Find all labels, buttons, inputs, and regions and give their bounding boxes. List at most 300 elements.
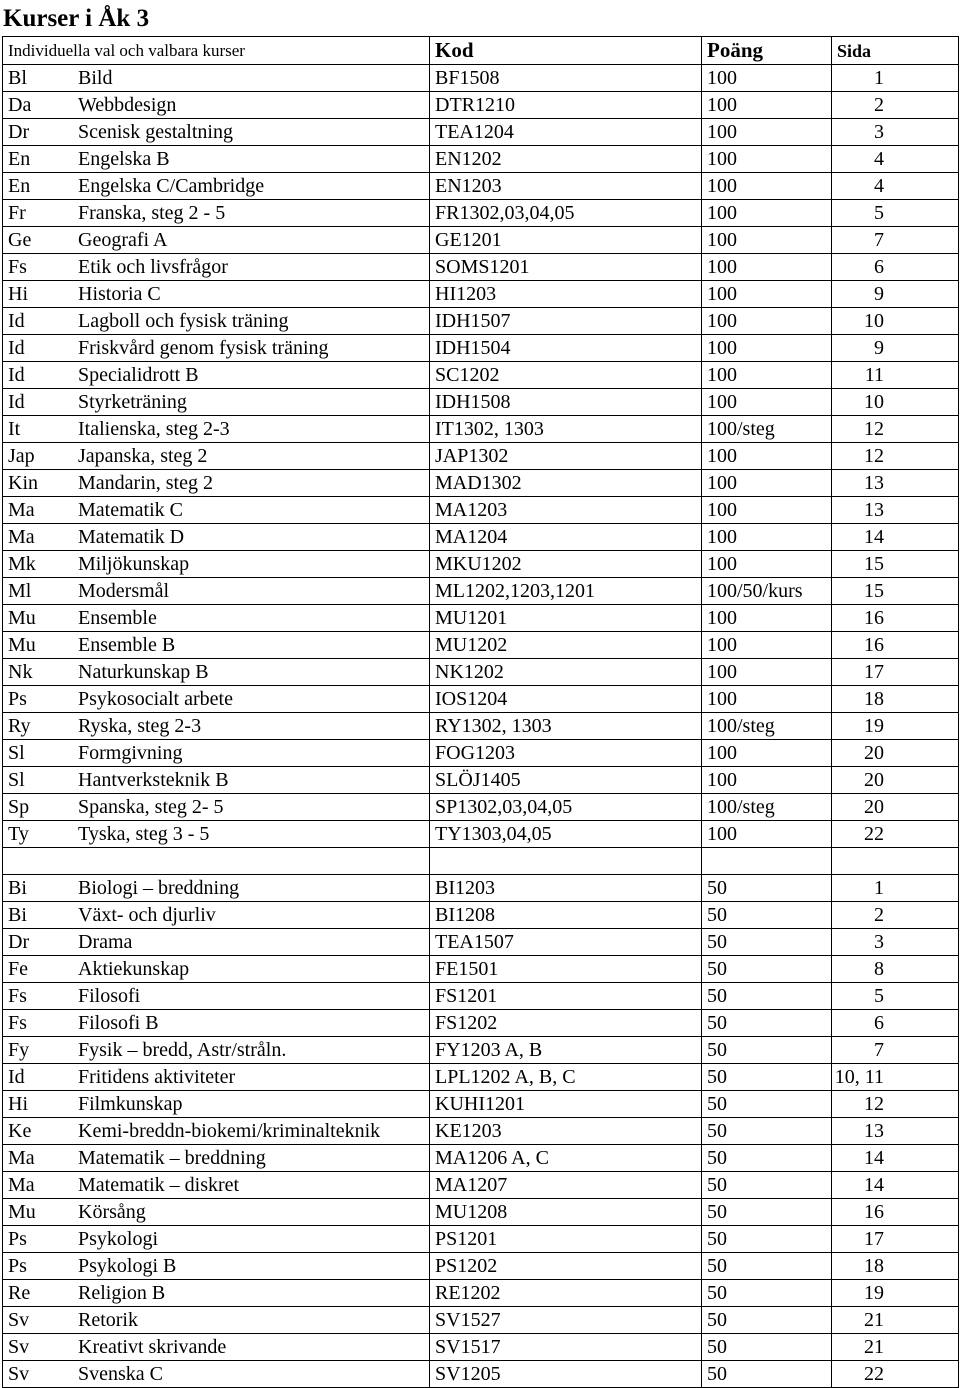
subject-abbr: Mu bbox=[8, 634, 36, 656]
course-name: Ensemble B bbox=[78, 634, 176, 656]
course-cell bbox=[3, 1010, 430, 1037]
course-name: Körsång bbox=[78, 1201, 146, 1223]
table-row bbox=[3, 956, 959, 983]
course-cell bbox=[3, 713, 430, 740]
course-name: Scenisk gestaltning bbox=[78, 121, 233, 143]
course-points: 100 bbox=[702, 767, 832, 794]
table-row bbox=[3, 1010, 959, 1037]
course-code: FOG1203 bbox=[430, 740, 702, 767]
course-name: Filmkunskap bbox=[78, 1093, 183, 1115]
subject-abbr: Sv bbox=[8, 1309, 30, 1331]
course-code: MU1208 bbox=[430, 1199, 702, 1226]
course-points: 50 bbox=[702, 929, 832, 956]
table-row bbox=[3, 1226, 959, 1253]
course-code: EN1202 bbox=[430, 146, 702, 173]
course-cell bbox=[3, 65, 430, 92]
course-page: 5 bbox=[832, 983, 959, 1010]
table-row bbox=[3, 578, 959, 605]
course-cell bbox=[3, 416, 430, 443]
course-cell bbox=[3, 956, 430, 983]
course-code: PS1201 bbox=[430, 1226, 702, 1253]
table-row bbox=[3, 686, 959, 713]
course-cell bbox=[3, 821, 430, 848]
course-cell bbox=[3, 767, 430, 794]
table-row bbox=[3, 497, 959, 524]
course-points: 100 bbox=[702, 443, 832, 470]
course-page: 14 bbox=[832, 1145, 959, 1172]
course-name: Kreativt skrivande bbox=[78, 1336, 227, 1358]
course-name: Spanska, steg 2- 5 bbox=[78, 796, 224, 818]
course-name: Matematik – breddning bbox=[78, 1147, 266, 1169]
course-page: 1 bbox=[832, 875, 959, 902]
course-code: IDH1508 bbox=[430, 389, 702, 416]
table-row bbox=[3, 389, 959, 416]
course-points: 100 bbox=[702, 146, 832, 173]
table-row bbox=[3, 173, 959, 200]
course-points: 50 bbox=[702, 1253, 832, 1280]
course-page: 2 bbox=[832, 902, 959, 929]
subject-abbr: Id bbox=[8, 337, 25, 359]
course-cell bbox=[3, 335, 430, 362]
subject-abbr: Da bbox=[8, 94, 32, 116]
course-name: Biologi – breddning bbox=[78, 877, 240, 899]
table-row bbox=[3, 281, 959, 308]
course-page: 20 bbox=[832, 794, 959, 821]
table-row bbox=[3, 254, 959, 281]
course-name: Hantverksteknik B bbox=[78, 769, 229, 791]
subject-abbr: Fe bbox=[8, 958, 28, 980]
course-cell bbox=[3, 875, 430, 902]
course-cell bbox=[3, 119, 430, 146]
course-name: Naturkunskap B bbox=[78, 661, 209, 683]
course-cell bbox=[3, 200, 430, 227]
course-points: 100 bbox=[702, 335, 832, 362]
course-page: 13 bbox=[832, 470, 959, 497]
course-code: RY1302, 1303 bbox=[430, 713, 702, 740]
table-row bbox=[3, 902, 959, 929]
course-code: MU1201 bbox=[430, 605, 702, 632]
course-points: 100 bbox=[702, 200, 832, 227]
course-points: 100 bbox=[702, 119, 832, 146]
table-row bbox=[3, 632, 959, 659]
subject-abbr: En bbox=[8, 175, 31, 197]
subject-abbr: Re bbox=[8, 1282, 31, 1304]
course-points: 50 bbox=[702, 956, 832, 983]
course-cell bbox=[3, 1361, 430, 1388]
table-row bbox=[3, 308, 959, 335]
course-points: 100/50/kurs bbox=[702, 578, 832, 605]
course-page: 14 bbox=[832, 524, 959, 551]
header-sida: Sida bbox=[832, 37, 959, 65]
course-page: 10 bbox=[832, 308, 959, 335]
course-points: 100 bbox=[702, 173, 832, 200]
course-points: 50 bbox=[702, 1280, 832, 1307]
course-name: Filosofi bbox=[78, 985, 141, 1007]
course-name: Engelska B bbox=[78, 148, 170, 170]
course-page: 7 bbox=[832, 227, 959, 254]
course-cell bbox=[3, 578, 430, 605]
course-cell bbox=[3, 740, 430, 767]
course-cell bbox=[3, 1199, 430, 1226]
course-code: TEA1204 bbox=[430, 119, 702, 146]
course-name: Psykosocialt arbete bbox=[78, 688, 233, 710]
course-points: 100 bbox=[702, 686, 832, 713]
subject-abbr: Bi bbox=[8, 904, 27, 926]
course-cell bbox=[3, 686, 430, 713]
course-cell bbox=[3, 254, 430, 281]
course-points: 50 bbox=[702, 1010, 832, 1037]
course-code: FS1202 bbox=[430, 1010, 702, 1037]
course-code: JAP1302 bbox=[430, 443, 702, 470]
course-code: FS1201 bbox=[430, 983, 702, 1010]
subject-abbr: Ma bbox=[8, 1147, 35, 1169]
course-page: 9 bbox=[832, 335, 959, 362]
table-row bbox=[3, 794, 959, 821]
course-code: FE1501 bbox=[430, 956, 702, 983]
subject-abbr: Ty bbox=[8, 823, 29, 845]
course-page: 16 bbox=[832, 632, 959, 659]
course-name: Geografi A bbox=[78, 229, 168, 251]
course-page: 4 bbox=[832, 146, 959, 173]
subject-abbr: Jap bbox=[8, 445, 35, 467]
subject-abbr: Ml bbox=[8, 580, 32, 602]
course-code: BF1508 bbox=[430, 65, 702, 92]
subject-abbr: Ke bbox=[8, 1120, 32, 1142]
course-points: 100 bbox=[702, 65, 832, 92]
course-page: 3 bbox=[832, 929, 959, 956]
course-cell bbox=[3, 794, 430, 821]
subject-abbr: Id bbox=[8, 310, 25, 332]
course-name: Modersmål bbox=[78, 580, 170, 602]
course-cell bbox=[3, 1091, 430, 1118]
subject-abbr: Fs bbox=[8, 985, 27, 1007]
course-page: 5 bbox=[832, 200, 959, 227]
course-code: BI1203 bbox=[430, 875, 702, 902]
course-points: 100 bbox=[702, 821, 832, 848]
subject-abbr: Sl bbox=[8, 769, 25, 791]
course-code: ML1202,1203,1201 bbox=[430, 578, 702, 605]
table-row bbox=[3, 1118, 959, 1145]
course-page: 1 bbox=[832, 65, 959, 92]
course-cell bbox=[3, 146, 430, 173]
page-title: Kurser i Åk 3 bbox=[3, 5, 150, 32]
course-points: 50 bbox=[702, 875, 832, 902]
course-name: Franska, steg 2 - 5 bbox=[78, 202, 226, 224]
course-points: 100 bbox=[702, 497, 832, 524]
course-name: Svenska C bbox=[78, 1363, 163, 1385]
course-name: Etik och livsfrågor bbox=[78, 256, 228, 278]
course-page: 17 bbox=[832, 1226, 959, 1253]
table-row bbox=[3, 983, 959, 1010]
course-code: SV1517 bbox=[430, 1334, 702, 1361]
course-page: 10 bbox=[832, 389, 959, 416]
subject-abbr: Fs bbox=[8, 1012, 27, 1034]
course-page: 21 bbox=[832, 1307, 959, 1334]
course-name: Bild bbox=[78, 67, 113, 89]
course-name: Religion B bbox=[78, 1282, 166, 1304]
subject-abbr: Mu bbox=[8, 607, 36, 629]
course-code: TEA1507 bbox=[430, 929, 702, 956]
course-cell bbox=[3, 1253, 430, 1280]
table-row bbox=[3, 470, 959, 497]
course-name: Matematik – diskret bbox=[78, 1174, 240, 1196]
table-row bbox=[3, 551, 959, 578]
table-row bbox=[3, 524, 959, 551]
course-cell bbox=[3, 1172, 430, 1199]
course-code: NK1202 bbox=[430, 659, 702, 686]
course-name: Lagboll och fysisk träning bbox=[78, 310, 289, 332]
course-points: 50 bbox=[702, 1145, 832, 1172]
subject-abbr: Dr bbox=[8, 121, 30, 143]
course-page: 20 bbox=[832, 740, 959, 767]
course-name: Matematik D bbox=[78, 526, 185, 548]
course-cell bbox=[3, 632, 430, 659]
table-header-row bbox=[3, 37, 959, 65]
subject-abbr: Nk bbox=[8, 661, 33, 683]
course-page: 13 bbox=[832, 1118, 959, 1145]
course-code: MAD1302 bbox=[430, 470, 702, 497]
course-code: SOMS1201 bbox=[430, 254, 702, 281]
table-row bbox=[3, 713, 959, 740]
table-row bbox=[3, 929, 959, 956]
separator-row bbox=[3, 848, 959, 875]
table-row bbox=[3, 1037, 959, 1064]
table-row bbox=[3, 1307, 959, 1334]
course-name: Tyska, steg 3 - 5 bbox=[78, 823, 210, 845]
course-page: 22 bbox=[832, 1361, 959, 1388]
subject-abbr: Id bbox=[8, 364, 25, 386]
course-page: 19 bbox=[832, 1280, 959, 1307]
course-cell bbox=[3, 389, 430, 416]
course-code: LPL1202 A, B, C bbox=[430, 1064, 702, 1091]
course-code: MA1207 bbox=[430, 1172, 702, 1199]
empty-cell bbox=[3, 848, 430, 875]
course-name: Psykologi B bbox=[78, 1255, 177, 1277]
course-page: 12 bbox=[832, 416, 959, 443]
course-points: 50 bbox=[702, 1199, 832, 1226]
header-poang: Poäng bbox=[702, 37, 832, 65]
table-row bbox=[3, 1199, 959, 1226]
course-name: Filosofi B bbox=[78, 1012, 159, 1034]
subject-abbr: Id bbox=[8, 391, 25, 413]
course-code: MU1202 bbox=[430, 632, 702, 659]
course-cell bbox=[3, 902, 430, 929]
course-code: IDH1504 bbox=[430, 335, 702, 362]
course-points: 100 bbox=[702, 659, 832, 686]
course-points: 100 bbox=[702, 740, 832, 767]
course-name: Retorik bbox=[78, 1309, 138, 1331]
course-code: SV1527 bbox=[430, 1307, 702, 1334]
course-name: Italienska, steg 2-3 bbox=[78, 418, 230, 440]
course-cell bbox=[3, 227, 430, 254]
table-row bbox=[3, 767, 959, 794]
table-row bbox=[3, 1334, 959, 1361]
course-code: BI1208 bbox=[430, 902, 702, 929]
course-code: GE1201 bbox=[430, 227, 702, 254]
course-cell bbox=[3, 1280, 430, 1307]
course-page: 18 bbox=[832, 686, 959, 713]
subject-abbr: Mu bbox=[8, 1201, 36, 1223]
subject-abbr: Ge bbox=[8, 229, 32, 251]
course-points: 50 bbox=[702, 1064, 832, 1091]
table-row bbox=[3, 65, 959, 92]
table-row bbox=[3, 119, 959, 146]
subject-abbr: It bbox=[8, 418, 21, 440]
table-row bbox=[3, 1280, 959, 1307]
course-points: 50 bbox=[702, 1334, 832, 1361]
course-page: 15 bbox=[832, 551, 959, 578]
table-row bbox=[3, 659, 959, 686]
course-points: 50 bbox=[702, 1037, 832, 1064]
course-page: 19 bbox=[832, 713, 959, 740]
subject-abbr: Ma bbox=[8, 1174, 35, 1196]
course-code: EN1203 bbox=[430, 173, 702, 200]
course-page: 2 bbox=[832, 92, 959, 119]
course-page: 8 bbox=[832, 956, 959, 983]
course-name: Matematik C bbox=[78, 499, 183, 521]
course-name: Webbdesign bbox=[78, 94, 177, 116]
table-row bbox=[3, 1091, 959, 1118]
header-kod: Kod bbox=[430, 37, 702, 65]
table-row bbox=[3, 1361, 959, 1388]
subject-abbr: Kin bbox=[8, 472, 38, 494]
course-points: 100 bbox=[702, 92, 832, 119]
course-name: Kemi-breddn-biokemi/kriminalteknik bbox=[78, 1120, 381, 1142]
table-row bbox=[3, 362, 959, 389]
course-page: 11 bbox=[832, 362, 959, 389]
table-row bbox=[3, 146, 959, 173]
course-name: Specialidrott B bbox=[78, 364, 199, 386]
course-points: 50 bbox=[702, 1091, 832, 1118]
course-cell bbox=[3, 281, 430, 308]
course-name: Växt- och djurliv bbox=[78, 904, 216, 926]
course-name: Fysik – bredd, Astr/stråln. bbox=[78, 1039, 287, 1061]
course-points: 50 bbox=[702, 1307, 832, 1334]
course-cell bbox=[3, 983, 430, 1010]
course-code: FR1302,03,04,05 bbox=[430, 200, 702, 227]
course-code: SP1302,03,04,05 bbox=[430, 794, 702, 821]
course-points: 100 bbox=[702, 632, 832, 659]
course-name: Ryska, steg 2-3 bbox=[78, 715, 202, 737]
course-code: MA1203 bbox=[430, 497, 702, 524]
course-name: Historia C bbox=[78, 283, 161, 305]
course-code: IDH1507 bbox=[430, 308, 702, 335]
course-cell bbox=[3, 92, 430, 119]
table-row bbox=[3, 1145, 959, 1172]
course-name: Psykologi bbox=[78, 1228, 159, 1250]
table-row bbox=[3, 740, 959, 767]
table-row bbox=[3, 335, 959, 362]
subject-abbr: Ma bbox=[8, 526, 35, 548]
course-points: 50 bbox=[702, 983, 832, 1010]
subject-abbr: Fr bbox=[8, 202, 26, 224]
course-points: 100 bbox=[702, 254, 832, 281]
course-cell bbox=[3, 1145, 430, 1172]
course-points: 100 bbox=[702, 281, 832, 308]
course-page: 22 bbox=[832, 821, 959, 848]
course-page: 6 bbox=[832, 1010, 959, 1037]
course-page: 12 bbox=[832, 443, 959, 470]
course-code: DTR1210 bbox=[430, 92, 702, 119]
subject-abbr: Fs bbox=[8, 256, 27, 278]
course-points: 100 bbox=[702, 470, 832, 497]
course-code: RE1202 bbox=[430, 1280, 702, 1307]
subject-abbr: En bbox=[8, 148, 31, 170]
course-name: Fritidens aktiviteter bbox=[78, 1066, 236, 1088]
subject-abbr: Mk bbox=[8, 553, 36, 575]
course-cell bbox=[3, 659, 430, 686]
course-cell bbox=[3, 308, 430, 335]
empty-cell bbox=[702, 848, 832, 875]
header-label: Individuella val och valbara kurser bbox=[3, 37, 430, 65]
course-cell bbox=[3, 1064, 430, 1091]
course-cell bbox=[3, 1118, 430, 1145]
course-points: 100 bbox=[702, 551, 832, 578]
course-name: Aktiekunskap bbox=[78, 958, 190, 980]
course-page: 12 bbox=[832, 1091, 959, 1118]
subject-abbr: Ps bbox=[8, 688, 27, 710]
table-row bbox=[3, 1253, 959, 1280]
course-cell bbox=[3, 173, 430, 200]
course-points: 50 bbox=[702, 902, 832, 929]
table-row bbox=[3, 443, 959, 470]
empty-cell bbox=[430, 848, 702, 875]
course-code: TY1303,04,05 bbox=[430, 821, 702, 848]
subject-abbr: Dr bbox=[8, 931, 30, 953]
course-page: 9 bbox=[832, 281, 959, 308]
course-code: KE1203 bbox=[430, 1118, 702, 1145]
course-points: 100 bbox=[702, 308, 832, 335]
course-name: Drama bbox=[78, 931, 133, 953]
course-page: 20 bbox=[832, 767, 959, 794]
subject-abbr: Sv bbox=[8, 1336, 30, 1358]
table-row bbox=[3, 875, 959, 902]
course-page: 21 bbox=[832, 1334, 959, 1361]
subject-abbr: Id bbox=[8, 1066, 25, 1088]
course-name: Miljökunskap bbox=[78, 553, 190, 575]
course-name: Styrketräning bbox=[78, 391, 187, 413]
course-points: 100/steg bbox=[702, 794, 832, 821]
empty-cell bbox=[832, 848, 959, 875]
table-row bbox=[3, 605, 959, 632]
course-cell bbox=[3, 1334, 430, 1361]
course-code: SLÖJ1405 bbox=[430, 767, 702, 794]
course-cell bbox=[3, 362, 430, 389]
course-name: Friskvård genom fysisk träning bbox=[78, 337, 329, 359]
subject-abbr: Bi bbox=[8, 877, 27, 899]
course-points: 50 bbox=[702, 1226, 832, 1253]
course-points: 100/steg bbox=[702, 713, 832, 740]
course-code: HI1203 bbox=[430, 281, 702, 308]
subject-abbr: Sl bbox=[8, 742, 25, 764]
subject-abbr: Sv bbox=[8, 1363, 30, 1385]
course-code: IT1302, 1303 bbox=[430, 416, 702, 443]
course-code: MA1204 bbox=[430, 524, 702, 551]
course-code: KUHI1201 bbox=[430, 1091, 702, 1118]
course-name: Engelska C/Cambridge bbox=[78, 175, 265, 197]
course-page: 13 bbox=[832, 497, 959, 524]
course-code: SC1202 bbox=[430, 362, 702, 389]
table-row bbox=[3, 821, 959, 848]
course-cell bbox=[3, 443, 430, 470]
course-page: 18 bbox=[832, 1253, 959, 1280]
course-page: 6 bbox=[832, 254, 959, 281]
course-page: 15 bbox=[832, 578, 959, 605]
course-points: 100 bbox=[702, 605, 832, 632]
table-row bbox=[3, 416, 959, 443]
table-row bbox=[3, 92, 959, 119]
table-row bbox=[3, 200, 959, 227]
